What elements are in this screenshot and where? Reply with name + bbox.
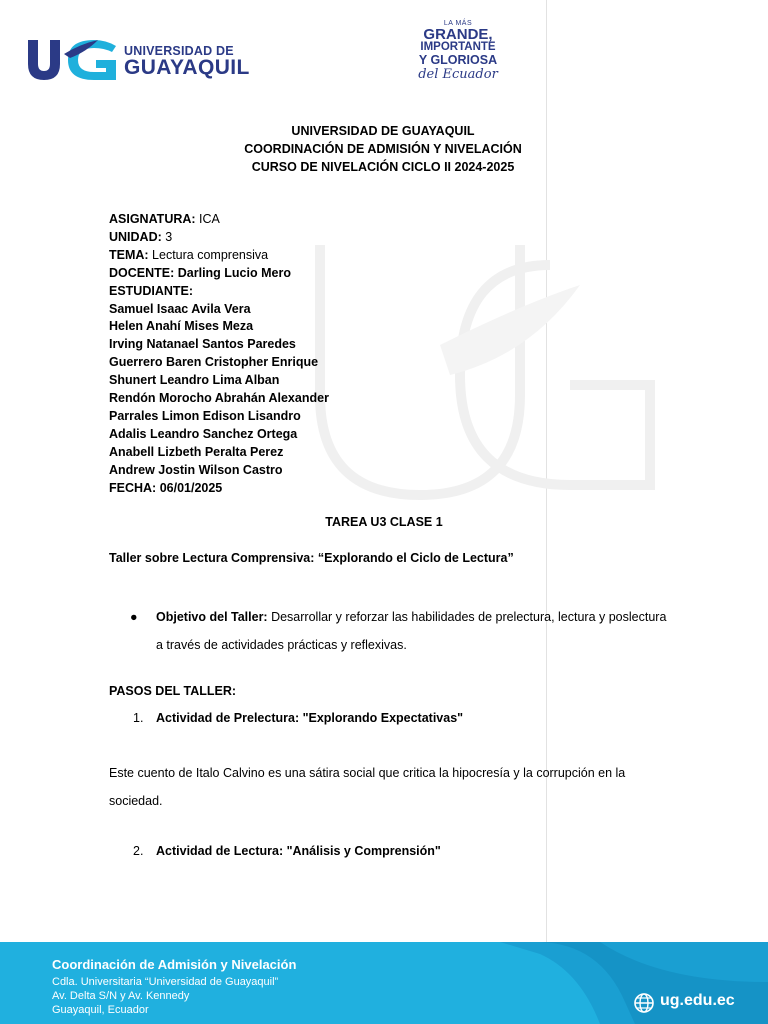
student-name: Helen Anahí Mises Meza [109,319,254,334]
slogan-logo [410,20,506,92]
estudiante-row [109,283,329,301]
step-label: Actividad de Prelectura: "Explorando Expectativas" [156,711,464,725]
asignatura-value: ICA [195,212,220,226]
asignatura-row [109,211,329,229]
footer-title: Coordinación de Admisión y Nivelación [52,957,297,972]
header-line-3: CURSO DE NIVELACIÓN CICLO II 2024-2025 [251,160,515,174]
unidad-label: UNIDAD: [109,229,162,244]
tema-value: Lectura comprensiva [148,247,269,262]
globe-icon [634,993,654,1013]
docente-row [109,265,329,283]
tarea-title: TAREA U3 CLASE 1 [325,515,443,529]
student-name: Shunert Leandro Lima Alban [109,373,280,388]
step-item [133,844,441,858]
student-name: Andrew Jostin Wilson Castro [109,462,283,477]
student-name: Adalis Leandro Sanchez Ortega [109,426,298,441]
pasos-title: PASOS DEL TALLER: [109,684,237,698]
tema-row [109,247,329,265]
slogan-line-1: LA MÁS [443,20,473,27]
footer-address-line-1: Cdla. Universitaria “Universidad de Guayaquil” [52,976,279,988]
logo-line-2: GUAYAQUIL [124,56,250,79]
bullet-icon: ● [130,610,138,624]
logo-line-1: UNIVERSIDAD DE [124,44,234,58]
header-line-2: COORDINACIÓN DE ADMISIÓN Y NIVELACIÓN [244,142,522,156]
objetivo-body: Desarrollar y reforzar las habilidades de prelectura, lectura y poslectura a través de actividades prácticas y reflexivas. [156,610,667,652]
ug-logo [24,36,250,84]
ug-logo-mark [24,36,124,84]
asignatura-label: ASIGNATURA: [109,212,196,226]
step-number: 2. [133,844,144,858]
docente-text: DOCENTE: Darling Lucio Mero [109,265,291,280]
footer-address-line-2: Av. Delta S/N y Av. Kennedy [52,990,190,1002]
step-item [133,711,463,725]
fecha-text: FECHA: 06/01/2025 [109,480,223,495]
step-label: Actividad de Lectura: "Análisis y Comprensión" [156,844,441,858]
taller-title: Taller sobre Lectura Comprensiva: “Explorando el Ciclo de Lectura” [109,551,514,565]
footer-address-line-3: Guayaquil, Ecuador [52,1004,149,1016]
objetivo-text [156,603,670,659]
student-name: Rendón Morocho Abrahán Alexander [109,391,329,406]
student-name: Irving Natanael Santos Paredes [109,337,296,352]
slogan-line-3: IMPORTANTE [420,41,496,53]
footer-banner [0,942,768,1024]
document-header [0,122,768,176]
objetivo-label: Objetivo del Taller: [156,610,268,624]
website-text: ug.edu.ec [660,992,735,1009]
tema-label: TEMA: [109,247,149,262]
body-paragraph: Este cuento de Italo Calvino es una sátira social que critica la hipocresía y la corrupción en la sociedad. [109,766,626,808]
student-name: Samuel Isaac Avila Vera [109,301,251,316]
unidad-value: 3 [161,229,173,244]
objetivo-item [130,603,670,659]
student-name: Parrales Limon Edison Lisandro [109,408,301,423]
slogan-line-4: Y GLORIOSA [418,52,498,67]
unidad-row [109,229,329,247]
estudiante-label: ESTUDIANTE: [109,283,194,298]
slogan-line-5: del Ecuador [418,67,498,82]
fecha-row [109,480,329,498]
student-name: Guerrero Baren Cristopher Enrique [109,355,319,370]
student-name: Anabell Lizbeth Peralta Perez [109,444,284,459]
step-number: 1. [133,711,144,725]
slogan-line-2: GRANDE, [423,26,493,43]
header-line-1: UNIVERSIDAD DE GUAYAQUIL [291,124,475,138]
info-block [109,211,329,498]
